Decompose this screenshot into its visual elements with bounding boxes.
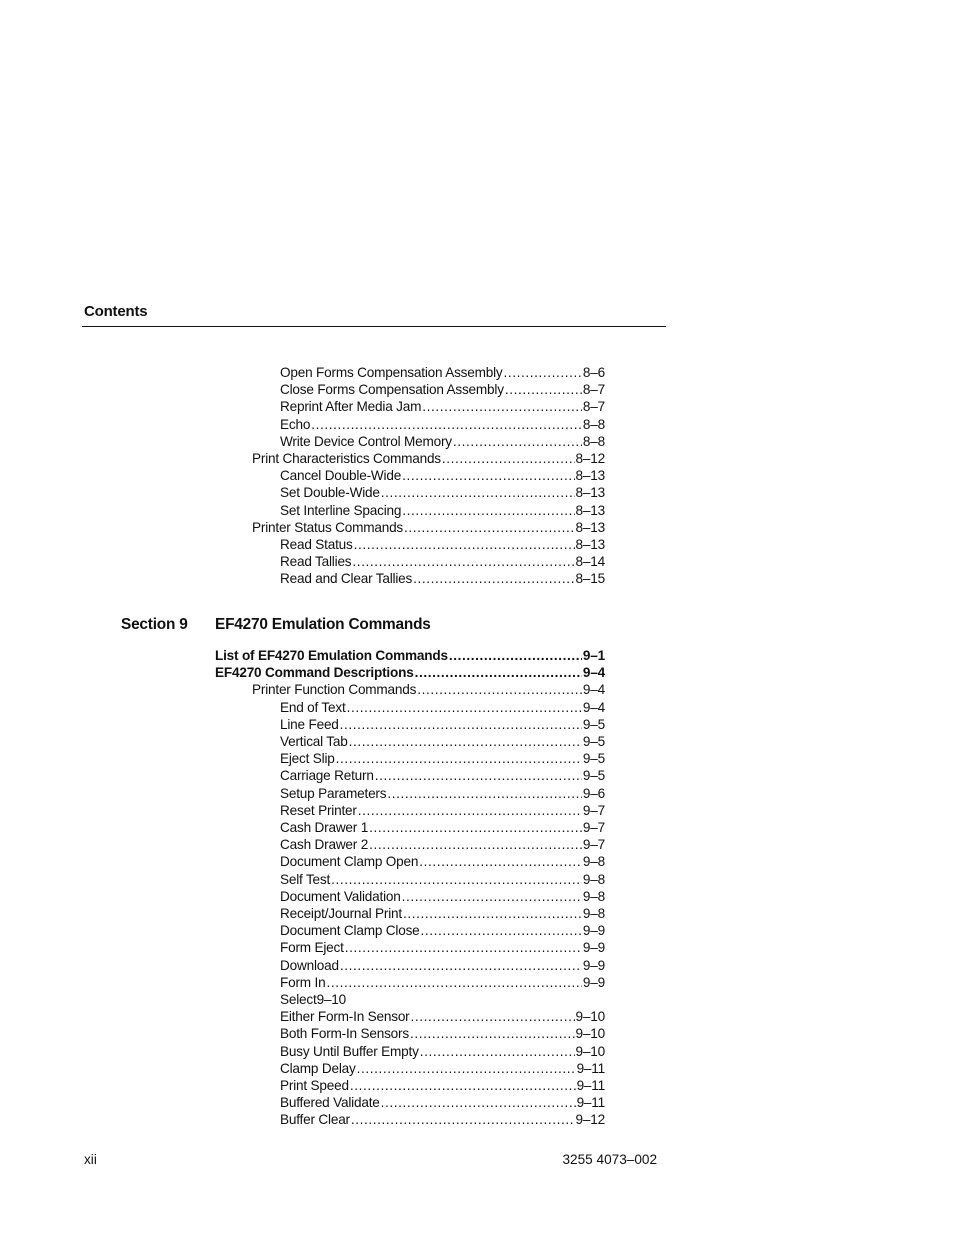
toc-entry-title: Reset Printer [280, 802, 357, 818]
toc-entry-title: Setup Parameters [280, 785, 387, 801]
toc-entry-page: 9–9 [582, 974, 605, 990]
toc-dot-leader [403, 905, 582, 922]
toc-entry-page: 9–7 [582, 820, 605, 835]
toc-entry[interactable] [280, 536, 605, 553]
toc-entry-page: 9–5 [582, 751, 605, 767]
toc-entry[interactable] [280, 433, 605, 450]
toc-dot-leader [402, 502, 574, 519]
toc-dot-leader [420, 1043, 575, 1060]
toc-entry[interactable] [280, 1111, 605, 1128]
toc-entry-title: Printer Function Commands [252, 682, 417, 698]
toc-entry-title: Receipt/Journal Print [280, 906, 402, 921]
toc-dot-leader [352, 553, 574, 570]
toc-dot-leader [505, 381, 582, 398]
toc-dot-leader [402, 888, 582, 905]
toc-entry-title: Print Characteristics Commands [252, 451, 441, 466]
toc-entry[interactable] [280, 974, 605, 991]
toc-dot-leader [422, 398, 582, 415]
toc-entry-title: Both Form-In Sensors [280, 1026, 409, 1042]
toc-entry-page: 8–13 [575, 468, 605, 484]
toc-entry-page: 8–7 [582, 399, 605, 415]
toc-entry-title: Document Clamp Close [280, 923, 420, 939]
toc-entry-title: Eject Slip [280, 751, 335, 767]
toc-dot-leader [419, 853, 582, 870]
toc-entry-title: Set Interline Spacing [280, 502, 402, 518]
toc-entry[interactable] [280, 905, 605, 922]
toc-entry[interactable] [280, 939, 605, 956]
toc-entry[interactable] [280, 416, 605, 433]
header-divider [82, 326, 666, 327]
toc-entry[interactable] [280, 381, 605, 398]
toc-entry[interactable] [252, 681, 605, 698]
toc-entry-title: Vertical Tab [280, 734, 348, 749]
section-number: Section 9 [121, 616, 188, 633]
toc-dot-leader [442, 450, 575, 467]
toc-dot-leader [369, 836, 582, 853]
toc-dot-leader [369, 819, 582, 836]
toc-entry-title: Cash Drawer 2 [280, 837, 369, 853]
toc-entry-page: 9–11 [576, 1095, 605, 1111]
toc-entry[interactable] [280, 819, 605, 836]
toc-entry-page: 9–8 [582, 906, 605, 921]
toc-entry-page: 9–7 [582, 837, 605, 853]
toc-entry[interactable] [280, 991, 605, 1008]
toc-entry-title: Printer Status Commands [252, 519, 404, 535]
toc-entry-page: 9–10 [575, 1009, 605, 1025]
toc-dot-leader [449, 647, 582, 664]
toc-entry[interactable] [252, 519, 605, 536]
toc-entry-title: Buffer Clear [280, 1112, 350, 1128]
toc-entry[interactable] [280, 733, 605, 750]
toc-entry-page: 9–10 [575, 1043, 605, 1059]
toc-entry[interactable] [280, 502, 605, 519]
toc-entry-page: 9–9 [582, 957, 605, 973]
toc-entry[interactable] [280, 1008, 605, 1025]
toc-entry-title: Line Feed [280, 716, 339, 732]
toc-entry-title: Set Double-Wide [280, 485, 380, 501]
toc-entry[interactable] [280, 716, 605, 733]
toc-entry-page: 9–9 [582, 940, 605, 956]
toc-entry-title: Document Validation [280, 888, 401, 904]
toc-entry[interactable] [280, 853, 605, 870]
toc-entry[interactable] [280, 364, 605, 381]
toc-dot-leader [354, 536, 575, 553]
toc-dot-leader [340, 716, 582, 733]
toc-dot-leader [417, 681, 582, 698]
toc-entry-page: 9–8 [582, 871, 605, 887]
toc-entry-page: 9–8 [582, 888, 605, 904]
toc-entry[interactable] [280, 1025, 605, 1042]
toc-entry[interactable] [280, 785, 605, 802]
toc-entry[interactable] [280, 553, 605, 570]
section-heading [121, 616, 431, 634]
toc-entry-page: 8–8 [582, 416, 605, 432]
toc-dot-leader [504, 364, 582, 381]
toc-dot-leader [311, 416, 582, 433]
toc-dot-leader [402, 467, 574, 484]
toc-dot-leader [349, 733, 582, 750]
toc-entry-page: 9–4 [582, 682, 605, 698]
toc-dot-leader [358, 802, 582, 819]
toc-entry-title: Select9–10 [280, 992, 347, 1007]
toc-dot-leader [357, 1060, 576, 1077]
toc-entry[interactable] [280, 1043, 605, 1060]
toc-dot-leader [410, 1025, 575, 1042]
toc-entry[interactable] [280, 871, 605, 888]
toc-entry-page: 8–13 [575, 485, 605, 501]
toc-dot-leader [381, 1094, 576, 1111]
toc-dot-leader [421, 922, 582, 939]
toc-entry-page: 9–6 [582, 785, 605, 801]
toc-entry-page: 9–8 [582, 854, 605, 870]
toc-entry[interactable] [280, 570, 605, 587]
page-header-title: Contents [84, 303, 148, 320]
toc-entry-page: 9–10 [575, 1026, 605, 1042]
toc-dot-leader [453, 433, 582, 450]
toc-entry-page: 9–4 [582, 699, 605, 715]
toc-entry-title: Carriage Return [280, 768, 374, 784]
toc-entry-title: Write Device Control Memory [280, 433, 452, 449]
footer-document-number: 3255 4073–002 [562, 1152, 657, 1167]
toc-entry-page: 9–12 [575, 1112, 605, 1128]
toc-entry-title: Cash Drawer 1 [280, 820, 369, 835]
toc-entry-title: Cancel Double-Wide [280, 468, 402, 484]
toc-entry[interactable] [252, 450, 605, 467]
toc-dot-leader [345, 939, 582, 956]
toc-entry-page: 9–11 [576, 1078, 605, 1093]
toc-entry-title: Reprint After Media Jam [280, 399, 422, 415]
toc-entry-title: Document Clamp Open [280, 854, 419, 870]
toc-entry-title: Read Status [280, 537, 353, 552]
toc-entry-page: 8–13 [575, 537, 605, 552]
toc-entry[interactable] [215, 664, 605, 681]
toc-entry-title: End of Text [280, 699, 346, 715]
toc-entry-page: 9–11 [576, 1060, 605, 1076]
toc-entry-page: 9–1 [582, 648, 605, 663]
toc-entry[interactable] [280, 836, 605, 853]
toc-entry-page: 8–8 [582, 433, 605, 449]
toc-entry[interactable] [280, 484, 605, 501]
toc-dot-leader [381, 484, 575, 501]
toc-entry[interactable] [280, 398, 605, 415]
toc-dot-leader [336, 750, 582, 767]
toc-entry-title: EF4270 Command Descriptions [215, 665, 414, 681]
toc-entry[interactable] [280, 750, 605, 767]
toc-entry[interactable] [280, 467, 605, 484]
toc-entry[interactable] [215, 647, 605, 664]
toc-entry-title: Echo [280, 416, 311, 432]
toc-entry-title: Form In [280, 974, 326, 990]
section-title: EF4270 Emulation Commands [215, 616, 431, 633]
toc-dot-leader [347, 699, 582, 716]
toc-entry-page: 8–12 [575, 451, 605, 466]
toc-dot-leader [411, 1008, 575, 1025]
toc-dot-leader [404, 519, 575, 536]
toc-entry-page: 9–5 [582, 716, 605, 732]
toc-entry-title: List of EF4270 Emulation Commands [215, 648, 448, 663]
toc-entry-title: Form Eject [280, 940, 344, 956]
toc-entry-page: 8–15 [575, 571, 605, 587]
toc-entry-title: Close Forms Compensation Assembly [280, 382, 504, 398]
toc-dot-leader [326, 974, 581, 991]
toc-entry-page: 9–7 [582, 802, 605, 818]
toc-entry-page: 9–4 [582, 665, 605, 681]
toc-entry-title: Print Speed [280, 1078, 349, 1093]
toc-entry-page: 9–9 [582, 923, 605, 939]
toc-dot-leader [331, 871, 582, 888]
toc-entry[interactable] [280, 699, 605, 716]
toc-entry-page: 8–13 [575, 519, 605, 535]
toc-dot-leader [415, 664, 582, 681]
toc-entry[interactable] [280, 957, 605, 974]
toc-dot-leader [350, 1077, 576, 1094]
toc-entry-page: 8–13 [575, 502, 605, 518]
toc-entry[interactable] [280, 922, 605, 939]
toc-dot-leader [340, 957, 582, 974]
toc-entry-page: 8–7 [582, 382, 605, 398]
footer-page-number: xii [84, 1152, 97, 1167]
toc-entry-title: Read and Clear Tallies [280, 571, 413, 587]
toc-entry-title: Download [280, 957, 339, 973]
toc-entry[interactable] [280, 1060, 605, 1077]
toc-entry-title: Self Test [280, 871, 331, 887]
toc-entry-title: Read Tallies [280, 554, 352, 570]
toc-dot-leader [351, 1111, 575, 1128]
toc-entry[interactable] [280, 1077, 605, 1094]
toc-entry-page: 8–6 [582, 365, 605, 380]
toc-entry-title: Buffered Validate [280, 1095, 380, 1111]
toc-entry[interactable] [280, 1094, 605, 1111]
toc-entry-page: 8–14 [575, 554, 605, 570]
toc-dot-leader [387, 785, 582, 802]
toc-entry-title: Clamp Delay [280, 1060, 356, 1076]
toc-entry-page: 9–5 [582, 734, 605, 749]
toc-dot-leader [413, 570, 574, 587]
toc-entry-page: 9–5 [582, 768, 605, 784]
toc-entry-title: Busy Until Buffer Empty [280, 1043, 419, 1059]
toc-entry-title: Either Form-In Sensor [280, 1009, 410, 1025]
toc-entry[interactable] [280, 767, 605, 784]
toc-entry[interactable] [280, 802, 605, 819]
toc-dot-leader [375, 767, 582, 784]
toc-entry-title: Open Forms Compensation Assembly [280, 365, 503, 380]
toc-entry[interactable] [280, 888, 605, 905]
